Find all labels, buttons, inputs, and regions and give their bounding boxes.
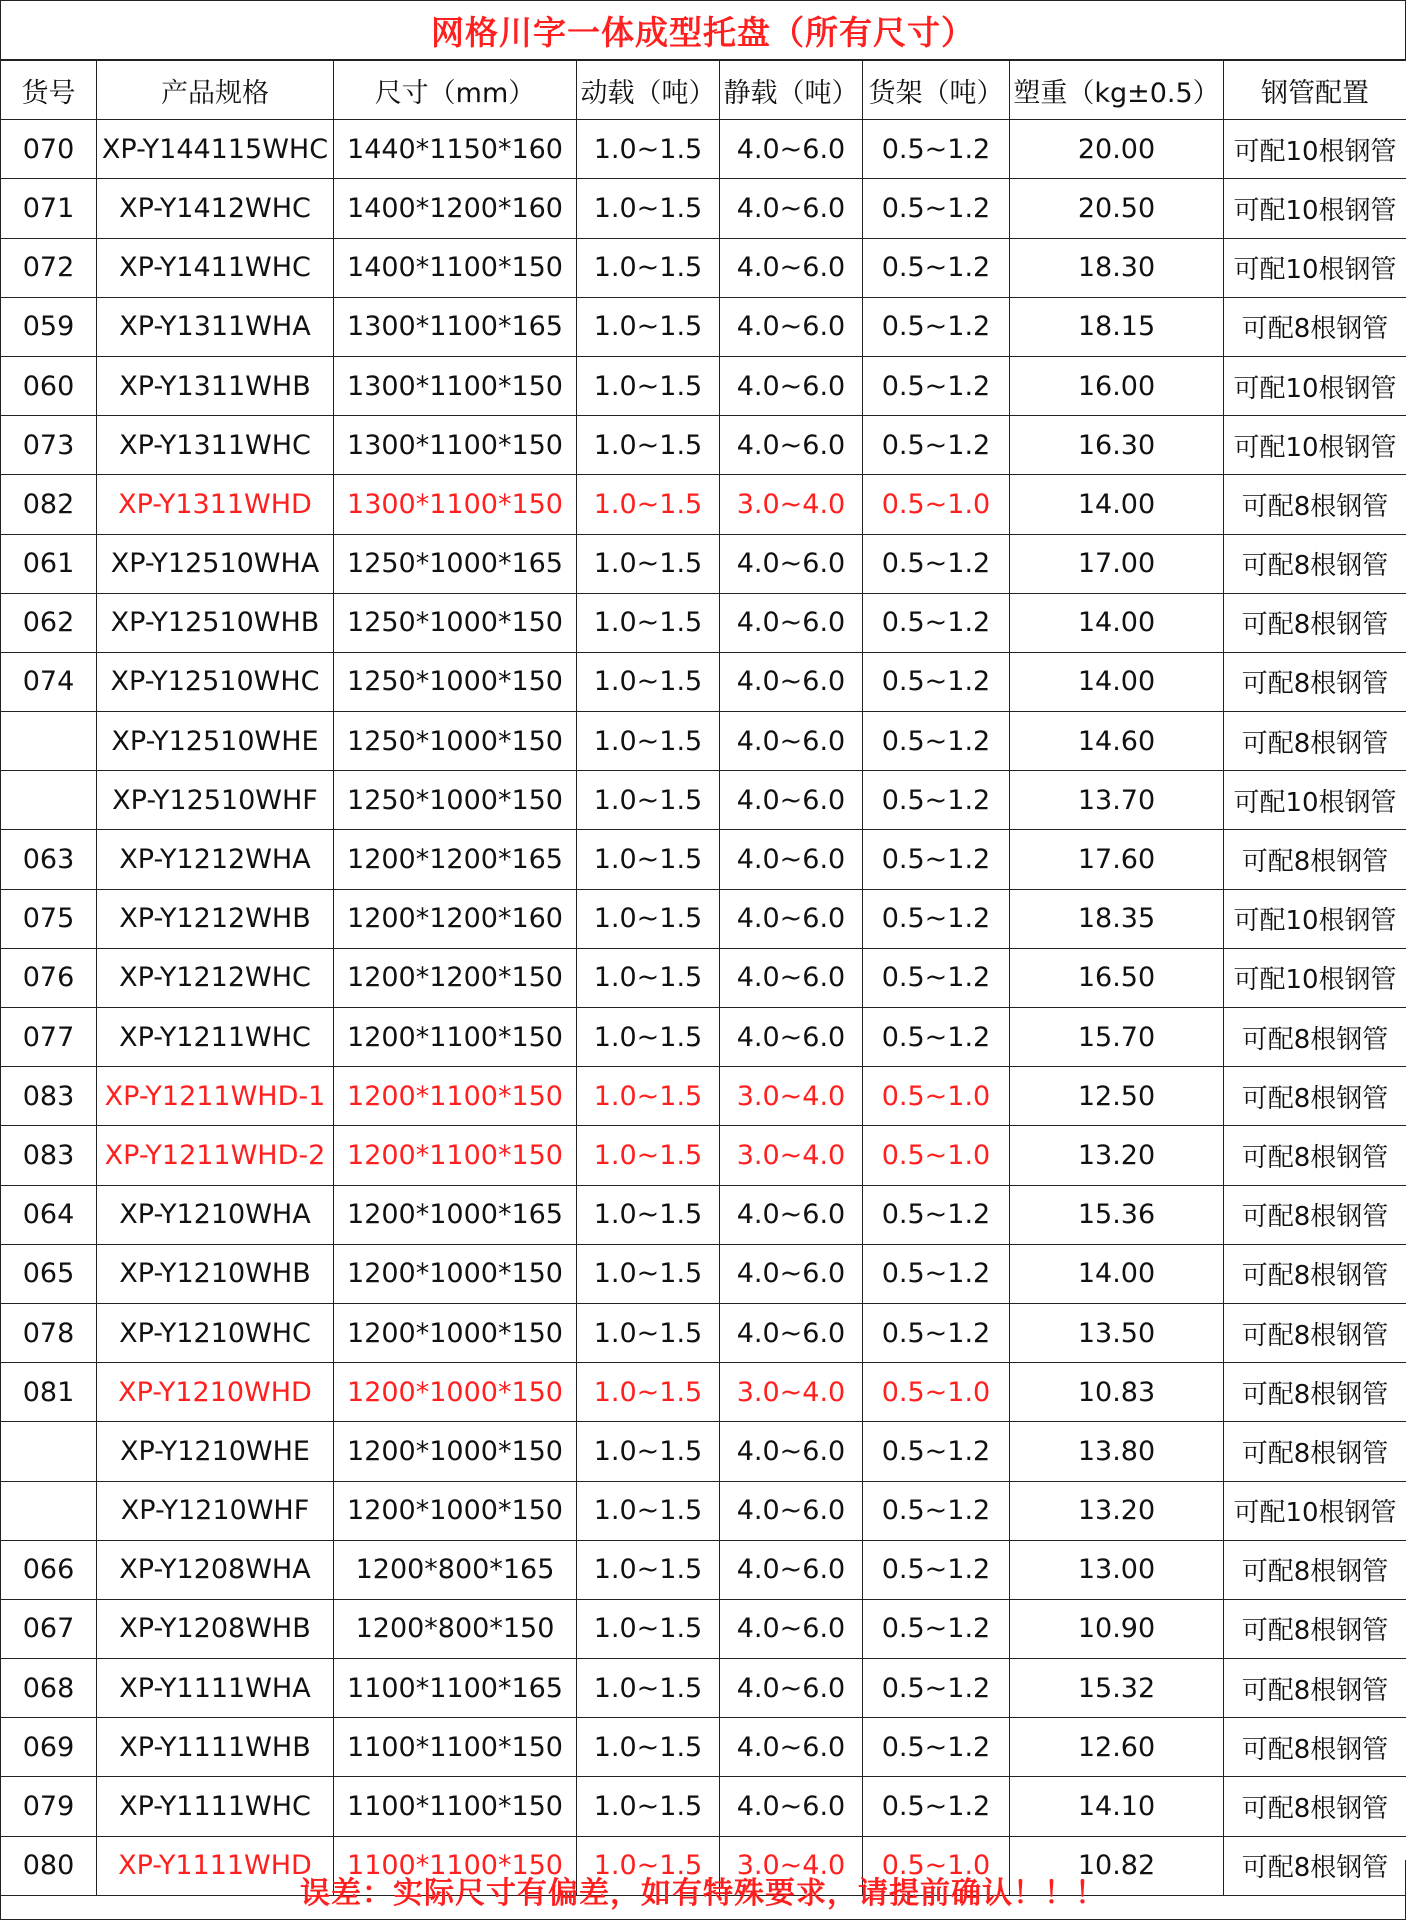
table-row (1, 948, 1406, 1007)
cell-dynamic-load: 1.0~1.5 (577, 1008, 720, 1067)
cell-spec: XP-Y12510WHF (97, 771, 334, 830)
cell-weight: 15.32 (1010, 1659, 1224, 1718)
cell-dynamic-load: 1.0~1.5 (577, 356, 720, 415)
cell-item-no: 083 (1, 1126, 97, 1185)
cell-static-load: 4.0~6.0 (720, 1244, 863, 1303)
cell-static-load: 3.0~4.0 (720, 1126, 863, 1185)
cell-dynamic-load: 1.0~1.5 (577, 1718, 720, 1777)
cell-spec: XP-Y1111WHA (97, 1659, 334, 1718)
cell-tube-config: 可配8根钢管 (1224, 1244, 1406, 1303)
cell-rack-load: 0.5~1.2 (863, 948, 1010, 1007)
cell-item-no: 065 (1, 1244, 97, 1303)
cell-spec: XP-Y12510WHE (97, 712, 334, 771)
cell-rack-load: 0.5~1.2 (863, 1481, 1010, 1540)
cell-tube-config: 可配8根钢管 (1224, 1185, 1406, 1244)
header-spec: 产品规格 (97, 61, 334, 120)
cell-dynamic-load: 1.0~1.5 (577, 652, 720, 711)
cell-item-no: 075 (1, 889, 97, 948)
cell-tube-config: 可配10根钢管 (1224, 179, 1406, 238)
cell-weight: 10.82 (1010, 1836, 1224, 1895)
cell-dynamic-load: 1.0~1.5 (577, 475, 720, 534)
cell-size: 1200*1100*150 (334, 1126, 577, 1185)
cell-size: 1200*800*150 (334, 1599, 577, 1658)
cell-weight: 14.00 (1010, 652, 1224, 711)
cell-rack-load: 0.5~1.2 (863, 238, 1010, 297)
cell-size: 1250*1000*150 (334, 652, 577, 711)
cell-dynamic-load: 1.0~1.5 (577, 593, 720, 652)
table-row (1, 1481, 1406, 1540)
cell-rack-load: 0.5~1.2 (863, 1422, 1010, 1481)
cell-item-no: 078 (1, 1303, 97, 1362)
cell-item-no: 067 (1, 1599, 97, 1658)
cell-rack-load: 0.5~1.2 (863, 1303, 1010, 1362)
cell-static-load: 4.0~6.0 (720, 1481, 863, 1540)
cell-static-load: 4.0~6.0 (720, 120, 863, 179)
cell-static-load: 4.0~6.0 (720, 652, 863, 711)
cell-item-no: 072 (1, 238, 97, 297)
table-row (1, 1363, 1406, 1422)
cell-static-load: 4.0~6.0 (720, 1303, 863, 1362)
cell-tube-config: 可配8根钢管 (1224, 593, 1406, 652)
cell-weight: 18.15 (1010, 297, 1224, 356)
table-row (1, 475, 1406, 534)
cell-size: 1400*1100*150 (334, 238, 577, 297)
cell-weight: 14.00 (1010, 593, 1224, 652)
cell-static-load: 4.0~6.0 (720, 1540, 863, 1599)
cell-spec: XP-Y1111WHD (97, 1836, 334, 1895)
cell-size: 1200*1000*150 (334, 1363, 577, 1422)
cell-weight: 13.80 (1010, 1422, 1224, 1481)
cell-dynamic-load: 1.0~1.5 (577, 948, 720, 1007)
cell-dynamic-load: 1.0~1.5 (577, 771, 720, 830)
header-static-load: 静载（吨） (720, 61, 863, 120)
cell-dynamic-load: 1.0~1.5 (577, 1659, 720, 1718)
table-row (1, 830, 1406, 889)
cell-static-load: 4.0~6.0 (720, 534, 863, 593)
cell-dynamic-load: 1.0~1.5 (577, 1303, 720, 1362)
cell-weight: 10.90 (1010, 1599, 1224, 1658)
cell-dynamic-load: 1.0~1.5 (577, 1481, 720, 1540)
cell-size: 1200*1100*150 (334, 1067, 577, 1126)
cell-spec: XP-Y12510WHB (97, 593, 334, 652)
cell-item-no: 074 (1, 652, 97, 711)
cell-rack-load: 0.5~1.2 (863, 593, 1010, 652)
table-row (1, 1540, 1406, 1599)
cell-weight: 16.00 (1010, 356, 1224, 415)
cell-weight: 17.60 (1010, 830, 1224, 889)
cell-weight: 13.20 (1010, 1481, 1224, 1540)
table-row (1, 238, 1406, 297)
cell-size: 1200*800*165 (334, 1540, 577, 1599)
cell-weight: 10.83 (1010, 1363, 1224, 1422)
cell-size: 1200*1200*165 (334, 830, 577, 889)
cell-weight: 20.00 (1010, 120, 1224, 179)
cell-spec: XP-Y1211WHC (97, 1008, 334, 1067)
cell-tube-config: 可配8根钢管 (1224, 712, 1406, 771)
cell-item-no: 059 (1, 297, 97, 356)
cell-tube-config: 可配8根钢管 (1224, 1422, 1406, 1481)
cell-static-load: 4.0~6.0 (720, 948, 863, 1007)
cell-weight: 12.60 (1010, 1718, 1224, 1777)
cell-static-load: 4.0~6.0 (720, 593, 863, 652)
cell-weight: 13.70 (1010, 771, 1224, 830)
page-title: 网格川字一体成型托盘（所有尺寸） (0, 0, 1406, 60)
cell-tube-config: 可配8根钢管 (1224, 1599, 1406, 1658)
cell-spec: XP-Y1311WHD (97, 475, 334, 534)
cell-size: 1200*1000*150 (334, 1244, 577, 1303)
table-row (1, 120, 1406, 179)
cell-static-load: 4.0~6.0 (720, 889, 863, 948)
cell-rack-load: 0.5~1.2 (863, 712, 1010, 771)
cell-size: 1100*1100*165 (334, 1659, 577, 1718)
cell-tube-config: 可配8根钢管 (1224, 1777, 1406, 1836)
header-row (1, 61, 1406, 120)
cell-rack-load: 0.5~1.2 (863, 1599, 1010, 1658)
table-row (1, 1777, 1406, 1836)
cell-dynamic-load: 1.0~1.5 (577, 1599, 720, 1658)
cell-static-load: 4.0~6.0 (720, 1599, 863, 1658)
cell-rack-load: 0.5~1.2 (863, 356, 1010, 415)
cell-size: 1100*1100*150 (334, 1718, 577, 1777)
cell-static-load: 4.0~6.0 (720, 1659, 863, 1718)
cell-static-load: 4.0~6.0 (720, 416, 863, 475)
cell-weight: 14.10 (1010, 1777, 1224, 1836)
cell-size: 1300*1100*150 (334, 356, 577, 415)
cell-weight: 13.20 (1010, 1126, 1224, 1185)
cell-static-load: 4.0~6.0 (720, 179, 863, 238)
cell-size: 1300*1100*150 (334, 416, 577, 475)
cell-item-no: 076 (1, 948, 97, 1007)
cell-rack-load: 0.5~1.2 (863, 297, 1010, 356)
cell-static-load: 4.0~6.0 (720, 1422, 863, 1481)
table-row (1, 1126, 1406, 1185)
cell-item-no: 062 (1, 593, 97, 652)
spec-table (0, 60, 1406, 1896)
table-row (1, 1718, 1406, 1777)
cell-rack-load: 0.5~1.2 (863, 1185, 1010, 1244)
header-item-no: 货号 (1, 61, 97, 120)
cell-dynamic-load: 1.0~1.5 (577, 1067, 720, 1126)
cell-item-no: 066 (1, 1540, 97, 1599)
cell-item-no: 082 (1, 475, 97, 534)
cell-rack-load: 0.5~1.2 (863, 1244, 1010, 1303)
cell-dynamic-load: 1.0~1.5 (577, 712, 720, 771)
cell-static-load: 4.0~6.0 (720, 297, 863, 356)
cell-size: 1200*1000*150 (334, 1422, 577, 1481)
cell-tube-config: 可配10根钢管 (1224, 771, 1406, 830)
cell-rack-load: 0.5~1.2 (863, 830, 1010, 889)
cell-static-load: 4.0~6.0 (720, 356, 863, 415)
cell-rack-load: 0.5~1.0 (863, 1836, 1010, 1895)
cell-spec: XP-Y1311WHA (97, 297, 334, 356)
table-row (1, 179, 1406, 238)
cell-rack-load: 0.5~1.2 (863, 179, 1010, 238)
cell-size: 1250*1000*150 (334, 712, 577, 771)
cell-spec: XP-Y1210WHB (97, 1244, 334, 1303)
cell-item-no: 080 (1, 1836, 97, 1895)
cell-size: 1300*1100*150 (334, 475, 577, 534)
cell-size: 1200*1200*160 (334, 889, 577, 948)
cell-weight: 14.00 (1010, 475, 1224, 534)
table-row (1, 1422, 1406, 1481)
cell-size: 1100*1100*150 (334, 1836, 577, 1895)
cell-size: 1400*1200*160 (334, 179, 577, 238)
cell-weight: 12.50 (1010, 1067, 1224, 1126)
cell-item-no: 061 (1, 534, 97, 593)
cell-static-load: 3.0~4.0 (720, 1836, 863, 1895)
cell-spec: XP-Y12510WHA (97, 534, 334, 593)
footer-note: 误差：实际尺寸有偏差，如有特殊要求，请提前确认！！！ (0, 1860, 1406, 1920)
cell-weight: 20.50 (1010, 179, 1224, 238)
cell-item-no: 063 (1, 830, 97, 889)
cell-rack-load: 0.5~1.2 (863, 1540, 1010, 1599)
cell-tube-config: 可配8根钢管 (1224, 1836, 1406, 1895)
table-row (1, 652, 1406, 711)
cell-tube-config: 可配8根钢管 (1224, 297, 1406, 356)
table-row (1, 1599, 1406, 1658)
cell-size: 1440*1150*160 (334, 120, 577, 179)
cell-rack-load: 0.5~1.2 (863, 416, 1010, 475)
cell-rack-load: 0.5~1.2 (863, 1718, 1010, 1777)
cell-spec: XP-Y144115WHC (97, 120, 334, 179)
cell-rack-load: 0.5~1.0 (863, 1067, 1010, 1126)
cell-dynamic-load: 1.0~1.5 (577, 1126, 720, 1185)
cell-static-load: 4.0~6.0 (720, 1185, 863, 1244)
table-row (1, 771, 1406, 830)
cell-dynamic-load: 1.0~1.5 (577, 534, 720, 593)
cell-spec: XP-Y1411WHC (97, 238, 334, 297)
cell-static-load: 4.0~6.0 (720, 830, 863, 889)
cell-spec: XP-Y1210WHD (97, 1363, 334, 1422)
cell-tube-config: 可配10根钢管 (1224, 948, 1406, 1007)
cell-weight: 17.00 (1010, 534, 1224, 593)
cell-rack-load: 0.5~1.0 (863, 1126, 1010, 1185)
cell-size: 1300*1100*165 (334, 297, 577, 356)
cell-rack-load: 0.5~1.0 (863, 475, 1010, 534)
cell-dynamic-load: 1.0~1.5 (577, 1540, 720, 1599)
cell-static-load: 4.0~6.0 (720, 1718, 863, 1777)
cell-static-load: 4.0~6.0 (720, 712, 863, 771)
cell-item-no: 081 (1, 1363, 97, 1422)
cell-tube-config: 可配10根钢管 (1224, 120, 1406, 179)
cell-item-no: 077 (1, 1008, 97, 1067)
cell-rack-load: 0.5~1.2 (863, 889, 1010, 948)
cell-rack-load: 0.5~1.2 (863, 1659, 1010, 1718)
cell-rack-load: 0.5~1.0 (863, 1363, 1010, 1422)
cell-spec: XP-Y1211WHD-2 (97, 1126, 334, 1185)
cell-weight: 16.50 (1010, 948, 1224, 1007)
cell-tube-config: 可配10根钢管 (1224, 356, 1406, 415)
cell-rack-load: 0.5~1.2 (863, 534, 1010, 593)
cell-static-load: 4.0~6.0 (720, 771, 863, 830)
cell-spec: XP-Y1111WHB (97, 1718, 334, 1777)
cell-dynamic-load: 1.0~1.5 (577, 830, 720, 889)
cell-item-no: 083 (1, 1067, 97, 1126)
cell-rack-load: 0.5~1.2 (863, 652, 1010, 711)
cell-size: 1250*1000*150 (334, 771, 577, 830)
cell-spec: XP-Y1211WHD-1 (97, 1067, 334, 1126)
table-row (1, 1185, 1406, 1244)
cell-rack-load: 0.5~1.2 (863, 1008, 1010, 1067)
cell-spec: XP-Y1208WHB (97, 1599, 334, 1658)
table-row (1, 356, 1406, 415)
cell-tube-config: 可配8根钢管 (1224, 1718, 1406, 1777)
cell-tube-config: 可配10根钢管 (1224, 1481, 1406, 1540)
table-row (1, 1067, 1406, 1126)
cell-weight: 18.35 (1010, 889, 1224, 948)
cell-tube-config: 可配8根钢管 (1224, 475, 1406, 534)
cell-dynamic-load: 1.0~1.5 (577, 1836, 720, 1895)
cell-tube-config: 可配8根钢管 (1224, 1126, 1406, 1185)
cell-size: 1250*1000*150 (334, 593, 577, 652)
cell-item-no (1, 771, 97, 830)
cell-size: 1200*1000*165 (334, 1185, 577, 1244)
cell-dynamic-load: 1.0~1.5 (577, 1185, 720, 1244)
cell-tube-config: 可配10根钢管 (1224, 416, 1406, 475)
cell-spec: XP-Y1212WHC (97, 948, 334, 1007)
cell-item-no: 064 (1, 1185, 97, 1244)
cell-size: 1200*1100*150 (334, 1008, 577, 1067)
cell-dynamic-load: 1.0~1.5 (577, 1363, 720, 1422)
cell-static-load: 3.0~4.0 (720, 1363, 863, 1422)
cell-spec: XP-Y1210WHA (97, 1185, 334, 1244)
table-row (1, 1008, 1406, 1067)
table-row (1, 416, 1406, 475)
cell-spec: XP-Y1210WHF (97, 1481, 334, 1540)
cell-item-no (1, 712, 97, 771)
table-body (1, 120, 1406, 1896)
cell-item-no (1, 1481, 97, 1540)
cell-tube-config: 可配10根钢管 (1224, 889, 1406, 948)
cell-tube-config: 可配8根钢管 (1224, 1540, 1406, 1599)
cell-spec: XP-Y1111WHC (97, 1777, 334, 1836)
cell-dynamic-load: 1.0~1.5 (577, 120, 720, 179)
cell-item-no: 068 (1, 1659, 97, 1718)
cell-tube-config: 可配8根钢管 (1224, 1363, 1406, 1422)
cell-rack-load: 0.5~1.2 (863, 1777, 1010, 1836)
cell-spec: XP-Y1212WHB (97, 889, 334, 948)
cell-spec: XP-Y1210WHC (97, 1303, 334, 1362)
cell-weight: 14.00 (1010, 1244, 1224, 1303)
cell-spec: XP-Y1311WHC (97, 416, 334, 475)
cell-item-no: 060 (1, 356, 97, 415)
table-row (1, 889, 1406, 948)
header-dynamic-load: 动载（吨） (577, 61, 720, 120)
cell-spec: XP-Y12510WHC (97, 652, 334, 711)
header-rack-load: 货架（吨） (863, 61, 1010, 120)
cell-size: 1200*1000*150 (334, 1303, 577, 1362)
cell-weight: 14.60 (1010, 712, 1224, 771)
table-row (1, 1303, 1406, 1362)
cell-tube-config: 可配8根钢管 (1224, 1008, 1406, 1067)
cell-tube-config: 可配8根钢管 (1224, 534, 1406, 593)
cell-weight: 18.30 (1010, 238, 1224, 297)
cell-weight: 15.70 (1010, 1008, 1224, 1067)
header-tube-config: 钢管配置 (1224, 61, 1406, 120)
cell-rack-load: 0.5~1.2 (863, 120, 1010, 179)
cell-weight: 13.50 (1010, 1303, 1224, 1362)
table-row (1, 593, 1406, 652)
cell-tube-config: 可配8根钢管 (1224, 652, 1406, 711)
cell-item-no: 079 (1, 1777, 97, 1836)
table-row (1, 297, 1406, 356)
cell-static-load: 3.0~4.0 (720, 1067, 863, 1126)
table-row (1, 534, 1406, 593)
cell-dynamic-load: 1.0~1.5 (577, 1244, 720, 1303)
cell-spec: XP-Y1210WHE (97, 1422, 334, 1481)
cell-static-load: 4.0~6.0 (720, 1777, 863, 1836)
cell-item-no: 071 (1, 179, 97, 238)
cell-item-no (1, 1422, 97, 1481)
cell-static-load: 4.0~6.0 (720, 238, 863, 297)
cell-weight: 16.30 (1010, 416, 1224, 475)
cell-item-no: 070 (1, 120, 97, 179)
cell-dynamic-load: 1.0~1.5 (577, 297, 720, 356)
cell-size: 1200*1200*150 (334, 948, 577, 1007)
cell-tube-config: 可配8根钢管 (1224, 1303, 1406, 1362)
cell-spec: XP-Y1208WHA (97, 1540, 334, 1599)
cell-weight: 15.36 (1010, 1185, 1224, 1244)
cell-dynamic-load: 1.0~1.5 (577, 238, 720, 297)
header-size: 尺寸（mm） (334, 61, 577, 120)
cell-dynamic-load: 1.0~1.5 (577, 179, 720, 238)
cell-spec: XP-Y1311WHB (97, 356, 334, 415)
cell-item-no: 069 (1, 1718, 97, 1777)
cell-dynamic-load: 1.0~1.5 (577, 1777, 720, 1836)
cell-dynamic-load: 1.0~1.5 (577, 1422, 720, 1481)
cell-rack-load: 0.5~1.2 (863, 771, 1010, 830)
cell-item-no: 073 (1, 416, 97, 475)
cell-weight: 13.00 (1010, 1540, 1224, 1599)
cell-static-load: 4.0~6.0 (720, 1008, 863, 1067)
cell-tube-config: 可配8根钢管 (1224, 1067, 1406, 1126)
cell-size: 1100*1100*150 (334, 1777, 577, 1836)
cell-size: 1200*1000*150 (334, 1481, 577, 1540)
table-row (1, 712, 1406, 771)
cell-spec: XP-Y1212WHA (97, 830, 334, 889)
table-row (1, 1659, 1406, 1718)
table-row (1, 1244, 1406, 1303)
cell-dynamic-load: 1.0~1.5 (577, 889, 720, 948)
cell-tube-config: 可配8根钢管 (1224, 1659, 1406, 1718)
cell-tube-config: 可配10根钢管 (1224, 238, 1406, 297)
cell-tube-config: 可配8根钢管 (1224, 830, 1406, 889)
cell-size: 1250*1000*165 (334, 534, 577, 593)
cell-spec: XP-Y1412WHC (97, 179, 334, 238)
cell-static-load: 3.0~4.0 (720, 475, 863, 534)
cell-dynamic-load: 1.0~1.5 (577, 416, 720, 475)
header-weight: 塑重（kg±0.5） (1010, 61, 1224, 120)
